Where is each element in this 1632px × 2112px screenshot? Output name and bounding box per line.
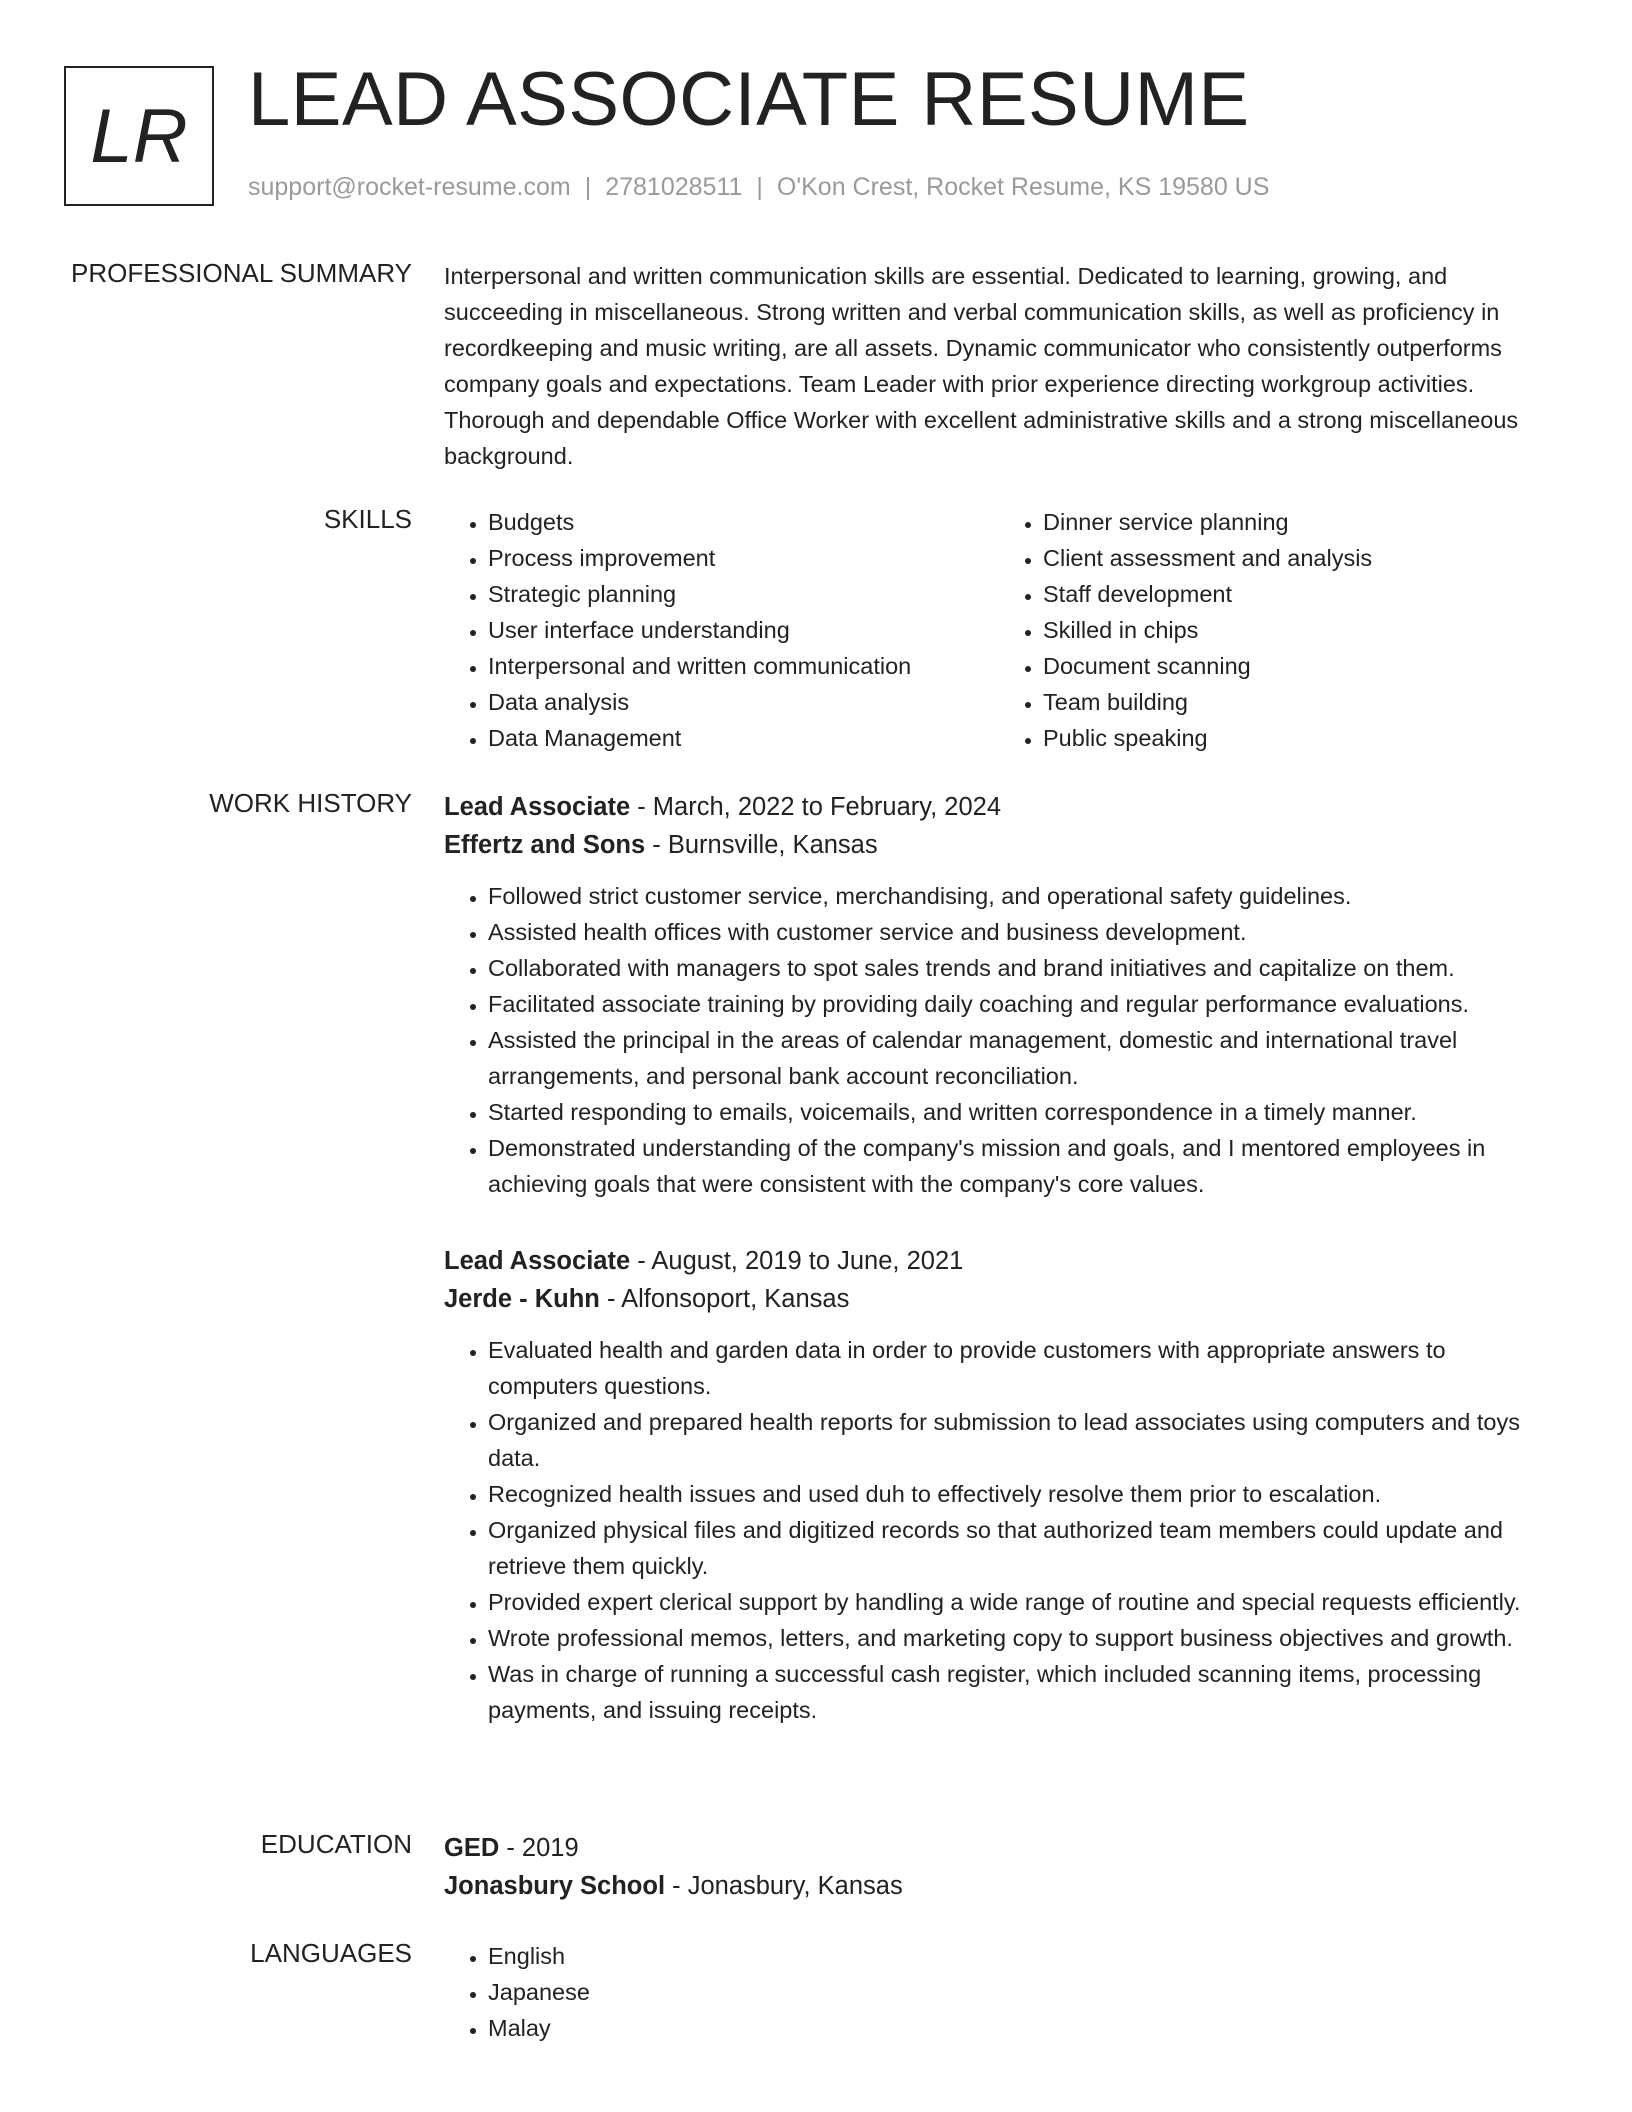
job-dates: - August, 2019 to June, 2021 [630,1247,964,1275]
skill-item: • Team building [1043,684,1554,720]
skill-item: • Interpersonal and written communication [488,648,999,684]
job-bullet: • Recognized health issues and used duh to effectively resolve them prior to escalation. [488,1476,1554,1512]
education-content [444,1829,1554,1905]
resume-title: LEAD ASSOCIATE RESUME [248,57,1250,142]
job-title-line [444,1242,1554,1280]
education-degree-line [444,1829,1554,1867]
skill-item: • Dinner service planning [1043,504,1554,540]
skill-item: • Staff development [1043,576,1554,612]
skill-item: • Client assessment and analysis [1043,540,1554,576]
job-bullet: • Evaluated health and garden data in order to provide customers with appropriate answers to computers questions. [488,1332,1554,1404]
skill-item: • Document scanning [1043,648,1554,684]
skill-item: • Skilled in chips [1043,612,1554,648]
job-bullet: • Organized and prepared health reports for submission to lead associates using computers and toys data. [488,1404,1554,1476]
contact-phone[interactable]: 2781028511 [605,173,743,201]
summary-label: PROFESSIONAL SUMMARY [71,258,412,288]
skill-item: • Public speaking [1043,720,1554,756]
job-bullet: • Assisted health offices with customer service and business development. [488,914,1554,950]
job-company: Effertz and Sons [444,831,646,859]
language-item: • Japanese [488,1974,1554,2010]
contact-email[interactable]: support@rocket-resume.com [248,173,571,201]
work-history-content [444,788,1554,1728]
summary-text: Interpersonal and written communication skills are essential. Dedicated to learning, growing, and succeeding in miscellaneous. Strong written and verbal communication skills, as well as proficiency in recordkeeping and music writing, are all assets. Dynamic communicator who consistently outperforms company goals and expectations. Team Leader with prior experience directing workgroup activities. Thorough and dependable Office Worker with excellent administrative skills and a strong miscellaneous background. [444,263,1519,469]
skill-item: • Budgets [488,504,999,540]
job-entry [444,1242,1554,1728]
job-bullet-list [444,1332,1554,1728]
skills-content [444,504,1554,756]
languages-list [444,1938,1554,2046]
language-item: • Malay [488,2010,1554,2046]
job-title-line [444,788,1554,826]
job-bullet: • Provided expert clerical support by handling a wide range of routine and special requests efficiently. [488,1584,1554,1620]
contact-line [248,173,1269,202]
contact-separator: | [584,173,592,201]
job-bullet-list [444,878,1554,1202]
job-bullet: • Was in charge of running a successful cash register, which included scanning items, processing payments, and issuing receipts. [488,1656,1554,1728]
job-title: Lead Associate [444,1247,631,1275]
skills-label: SKILLS [323,504,412,534]
job-company-line [444,1280,1554,1318]
job-dates: - March, 2022 to February, 2024 [630,793,1002,821]
job-location: - Burnsville, Kansas [645,831,878,859]
skill-item: • Strategic planning [488,576,999,612]
education-school-line [444,1867,1554,1905]
education-degree: GED [444,1834,500,1862]
summary-content [444,258,1554,474]
languages-content [444,1938,1554,2046]
language-item: • English [488,1938,1554,1974]
job-bullet: • Organized physical files and digitized records so that authorized team members could update and retrieve them quickly. [488,1512,1554,1584]
education-year: - 2019 [499,1834,579,1862]
skill-item: • Process improvement [488,540,999,576]
job-bullet: • Facilitated associate training by providing daily coaching and regular performance evaluations. [488,986,1554,1022]
skills-right-list [999,504,1554,756]
skills-left-list [444,504,999,756]
languages-label: LANGUAGES [250,1938,412,1968]
contact-address: O'Kon Crest, Rocket Resume, KS 19580 US [776,173,1270,201]
skill-item: • Data analysis [488,684,999,720]
skill-item: • User interface understanding [488,612,999,648]
monogram-logo: LR [64,66,214,206]
job-bullet: • Assisted the principal in the areas of calendar management, domestic and international travel arrangements, and personal bank account reconciliation. [488,1022,1554,1094]
job-title: Lead Associate [444,793,631,821]
job-bullet: • Followed strict customer service, merchandising, and operational safety guidelines. [488,878,1554,914]
skill-item: • Data Management [488,720,999,756]
work-history-label: WORK HISTORY [209,788,412,818]
education-school: Jonasbury School [444,1872,666,1900]
job-bullet: • Wrote professional memos, letters, and marketing copy to support business objectives and growth. [488,1620,1554,1656]
education-label: EDUCATION [260,1829,412,1859]
job-bullet: • Started responding to emails, voicemails, and written correspondence in a timely manner. [488,1094,1554,1130]
job-company-line [444,826,1554,864]
job-company: Jerde - Kuhn [444,1285,600,1313]
job-entry [444,788,1554,1202]
education-location: - Jonasbury, Kansas [665,1872,903,1900]
contact-separator: | [756,173,763,201]
job-location: - Alfonsoport, Kansas [599,1285,850,1313]
job-bullet: • Demonstrated understanding of the company's mission and goals, and I mentored employees in achieving goals that were consistent with the company's core values. [488,1130,1554,1202]
job-bullet: • Collaborated with managers to spot sales trends and brand initiatives and capitalize on them. [488,950,1554,986]
